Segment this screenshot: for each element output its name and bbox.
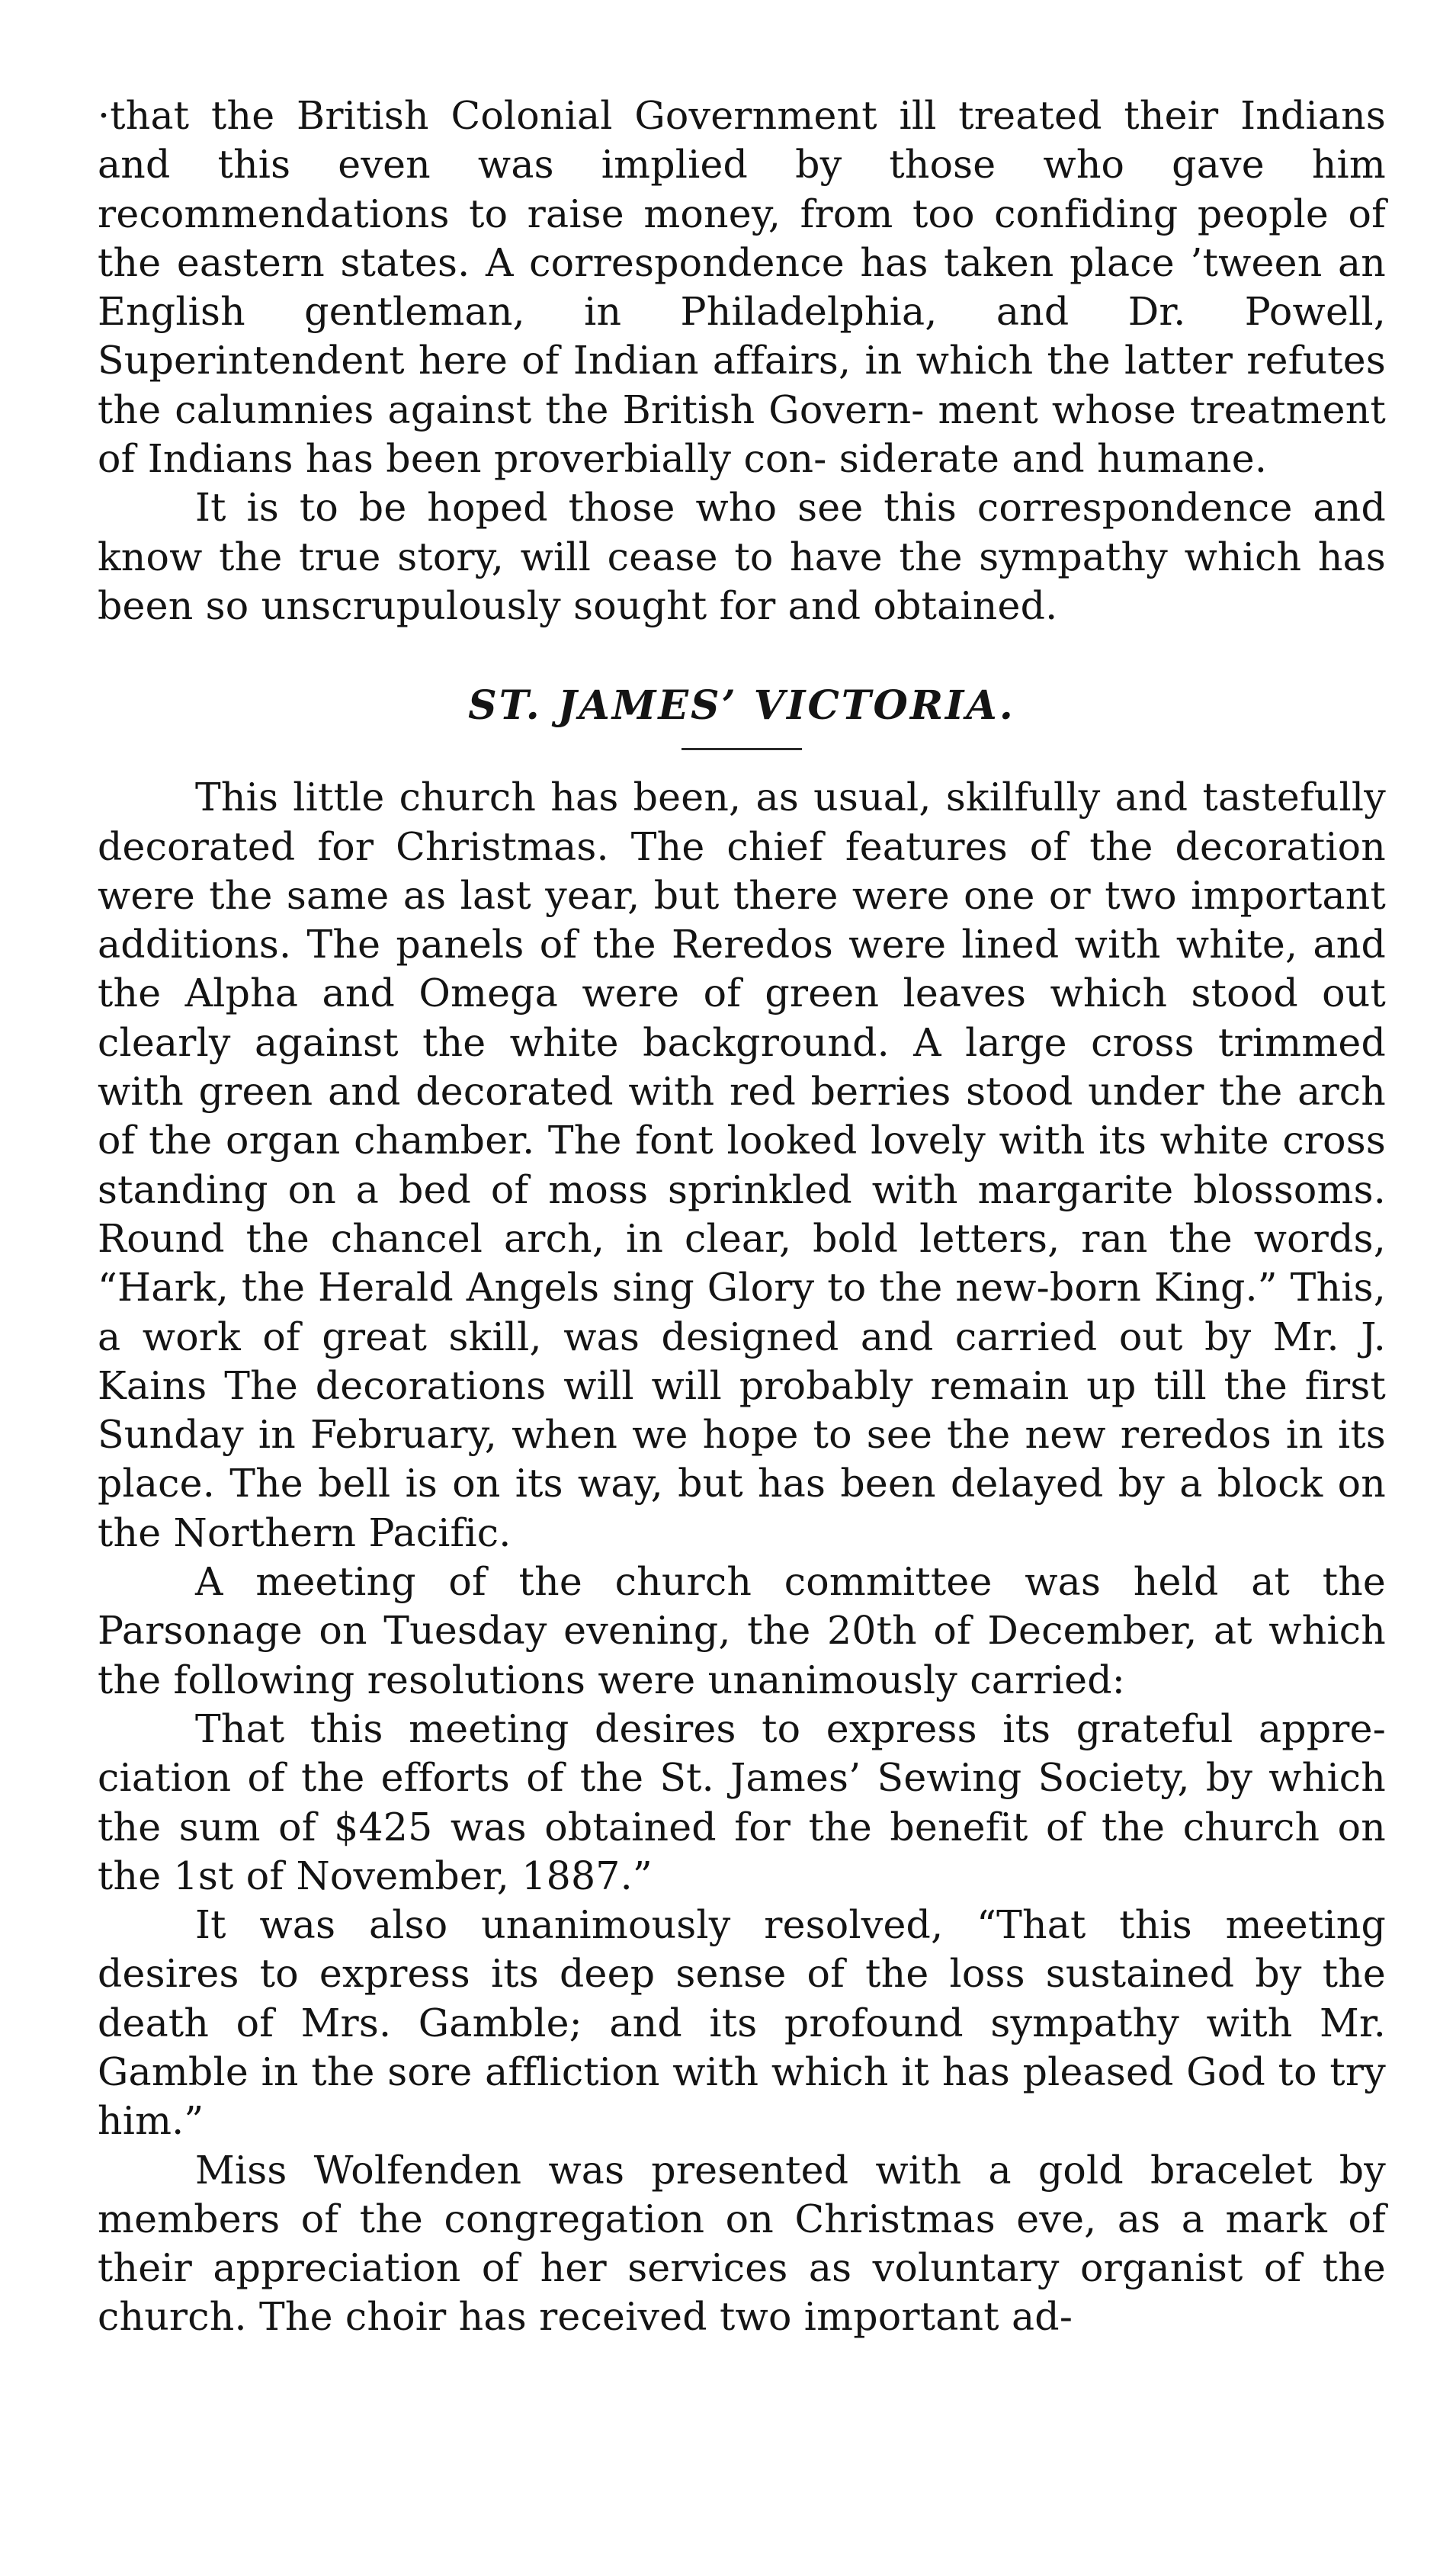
title-divider xyxy=(681,748,802,750)
article-st-james-victoria xyxy=(98,681,1386,2342)
article-continued xyxy=(98,91,1386,630)
paragraph: Miss Wolfenden was presented with a gold bracelet by members of the congregation on Christmas eve, as a mark of their appreciation of her services as voluntary organist of the church. The choir has received two important ad- xyxy=(98,2147,1386,2340)
paragraph: ·that the British Colonial Government ill treated their Indians and this even was implied by those who gave him recommendations to raise money, from too confiding people of the eastern states. A correspondence has taken place ’tween an English gentleman, in Philadelphia, and Dr. Powell, Superintendent here of Indian affairs, in which the latter refutes the calumnies against the British Govern- ment whose treatment of Indians has been proverbially con- siderate and humane. xyxy=(98,93,1386,482)
paragraph: That this meeting desires to express its grateful appre- ciation of the efforts of the St. James’ Sewing Society, by which the sum of $425 was obtained for the benefit of the church on the 1st of November, 1887.” xyxy=(98,1705,1386,1898)
newspaper-page xyxy=(98,91,1386,2516)
paragraph: It is to be hoped those who see this correspondence and know the true story, will cease to have the sympathy which has been so unscrupulously sought for and obtained. xyxy=(98,485,1386,628)
paragraph: It was also unanimously resolved, “That this meeting desires to express its deep sense of the loss sustained by the death of Mrs. Gamble; and its profound sympathy with Mr. Gamble in the sore affliction with which it has pleased God to try him.” xyxy=(98,1902,1386,2144)
paragraph: A meeting of the church committee was held at the Parsonage on Tuesday evening, the 20th of December, at which the following resolutions were unanimously carried: xyxy=(98,1559,1386,1702)
paragraph: This little church has been, as usual, skilfully and tastefully decorated for Christmas. The chief features of the decoration were the same as last year, but there were one or two important additions. The panels of the Reredos were lined with white, and the Alpha and Omega were of green leaves which stood out clearly against the white background. A large cross trimmed with green and decorated with red berries stood under the arch of the organ chamber. The font looked lovely with its white cross standing on a bed of moss sprinkled with margarite blossoms. Round the chancel arch, in clear, bold letters, ran the words, “Hark, the Herald Angels sing Glory to the new-born King.” This, a work of great skill, was designed and carried out by Mr. J. Kains The decorations will will probably remain up till the first Sunday in February, when we hope to see the new reredos in its place. The bell is on its way, but has been delayed by a block on the Northern Pacific. xyxy=(98,775,1386,1555)
section-title: ST. JAMES’ VICTORIA. xyxy=(468,682,1015,730)
